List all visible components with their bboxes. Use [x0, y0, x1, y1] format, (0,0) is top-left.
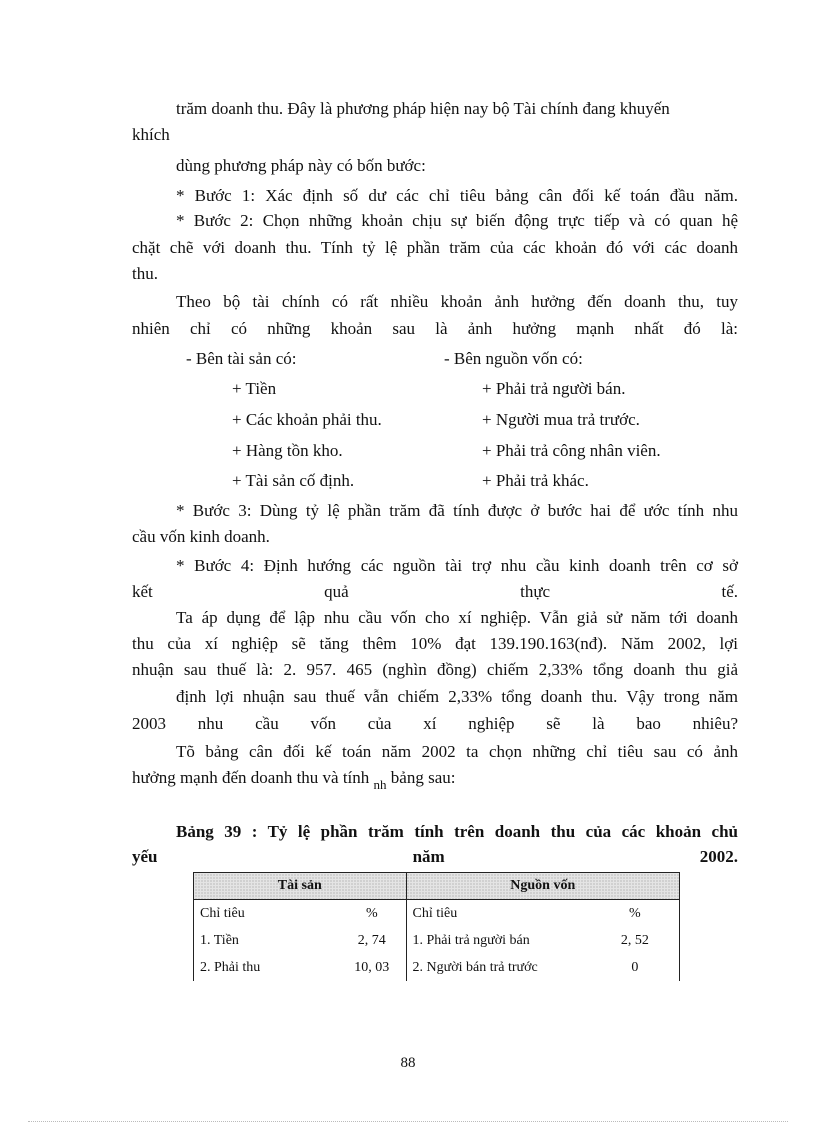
paragraph-line: nhuận sau thuế là: 2. 957. 465 (nghìn đồng) chiếm 2,33% tổng doanh thu giả: [132, 660, 738, 679]
assets-list-item: + Các khoản phải thu.: [232, 410, 382, 429]
assets-list-header: - Bên tài sản có:: [186, 349, 297, 368]
table-cell: 10, 03: [338, 954, 406, 981]
page-bottom-divider: [28, 1121, 788, 1122]
table-caption: Bảng 39 : Tỷ lệ phần trăm tính trên doanh thu của các khoản chủ: [176, 822, 738, 841]
table-row: [194, 927, 680, 954]
table-cell: Chỉ tiêu: [412, 905, 458, 921]
paragraph-line: thu của xí nghiệp sẽ tăng thêm 10% đạt 139.190.163(nđ). Năm 2002, lợi: [132, 634, 738, 653]
table-caption: yếu năm 2002.: [132, 847, 738, 866]
table-cell: 2. Người bán trả trước: [412, 959, 538, 975]
sources-list-item: + Phải trả người bán.: [482, 379, 626, 398]
page-number: 88: [400, 1055, 416, 1071]
step-4-line: kết quả thực tế.: [132, 582, 738, 601]
step-3-line: cầu vốn kinh doanh.: [132, 527, 270, 546]
table-row: [194, 954, 680, 981]
table-row: [194, 900, 680, 928]
percentage-table: [193, 872, 680, 981]
paragraph-text: bảng sau:: [390, 768, 456, 787]
paragraph-line: dùng phương pháp này có bốn bước:: [176, 156, 426, 175]
paragraph-line: [132, 767, 455, 790]
paragraph-line: trăm doanh thu. Đây là phương pháp hiện nay bộ Tài chính đang khuyến: [176, 99, 670, 118]
paragraph-line: nhiên chỉ có những khoản sau là ảnh hưởng mạnh nhất đó là:: [132, 319, 738, 338]
sources-list-item: + Phải trả công nhân viên.: [482, 441, 661, 460]
paragraph-line: khích: [132, 125, 170, 144]
table-cell: 2. Phải thu: [194, 954, 339, 981]
table-cell: 2, 74: [338, 927, 406, 954]
step-2-line: thu.: [132, 264, 158, 283]
table-cell: %: [338, 900, 406, 928]
paragraph-line: định lợi nhuận sau thuế vẫn chiếm 2,33% tổng doanh thu. Vậy trong năm: [176, 687, 738, 706]
sources-list-item: + Phải trả khác.: [482, 471, 589, 490]
table-cell: Chỉ tiêu: [194, 900, 339, 928]
sources-list-header: - Bên nguồn vốn có:: [444, 349, 583, 368]
table-cell: 1. Phải trả người bán: [412, 932, 530, 948]
step-1-line: * Bước 1: Xác định số dư các chỉ tiêu bảng cân đối kế toán đầu năm.: [176, 186, 738, 205]
table-cell: %: [591, 900, 680, 928]
step-2-line: * Bước 2: Chọn những khoản chịu sự biến động trực tiếp và có quan hệ: [176, 211, 738, 230]
assets-list-item: + Hàng tồn kho.: [232, 441, 343, 460]
step-2-line: chặt chẽ với doanh thu. Tính tỷ lệ phần trăm của các khoản đó với các doanh: [132, 238, 738, 257]
assets-list-item: + Tiền: [232, 379, 277, 398]
table-cell: 0: [591, 954, 680, 981]
step-4-line: * Bước 4: Định hướng các nguồn tài trợ nhu cầu kinh doanh trên cơ sở: [176, 556, 738, 575]
assets-list-item: + Tài sản cố định.: [232, 471, 355, 490]
table-cell: 1. Tiền: [194, 927, 339, 954]
table-header-row: [194, 873, 680, 900]
paragraph-line: Ta áp dụng để lập nhu cầu vốn cho xí nghiệp. Vẫn giả sử năm tới doanh: [176, 608, 738, 627]
table-cell: 2, 52: [591, 927, 680, 954]
paragraph-line: Tõ bảng cân đối kế toán năm 2002 ta chọn những chỉ tiêu sau có ảnh: [176, 742, 738, 761]
paragraph-line: Theo bộ tài chính có rất nhiều khoản ảnh hưởng đến doanh thu, tuy: [176, 292, 738, 311]
assets-column-header: Tài sản: [194, 873, 407, 900]
step-3-line: * Bước 3: Dùng tỷ lệ phần trăm đã tính được ở bước hai để ước tính nhu: [176, 501, 738, 520]
paragraph-line: 2003 nhu cầu vốn của xí nghiệp sẽ là bao nhiêu?: [132, 714, 738, 733]
sources-list-item: + Người mua trả trước.: [482, 410, 640, 429]
sources-column-header: Nguồn vốn: [406, 873, 680, 900]
subscript-text: nh: [373, 777, 387, 792]
paragraph-text: hưởng mạnh đến doanh thu và tính: [132, 768, 370, 787]
